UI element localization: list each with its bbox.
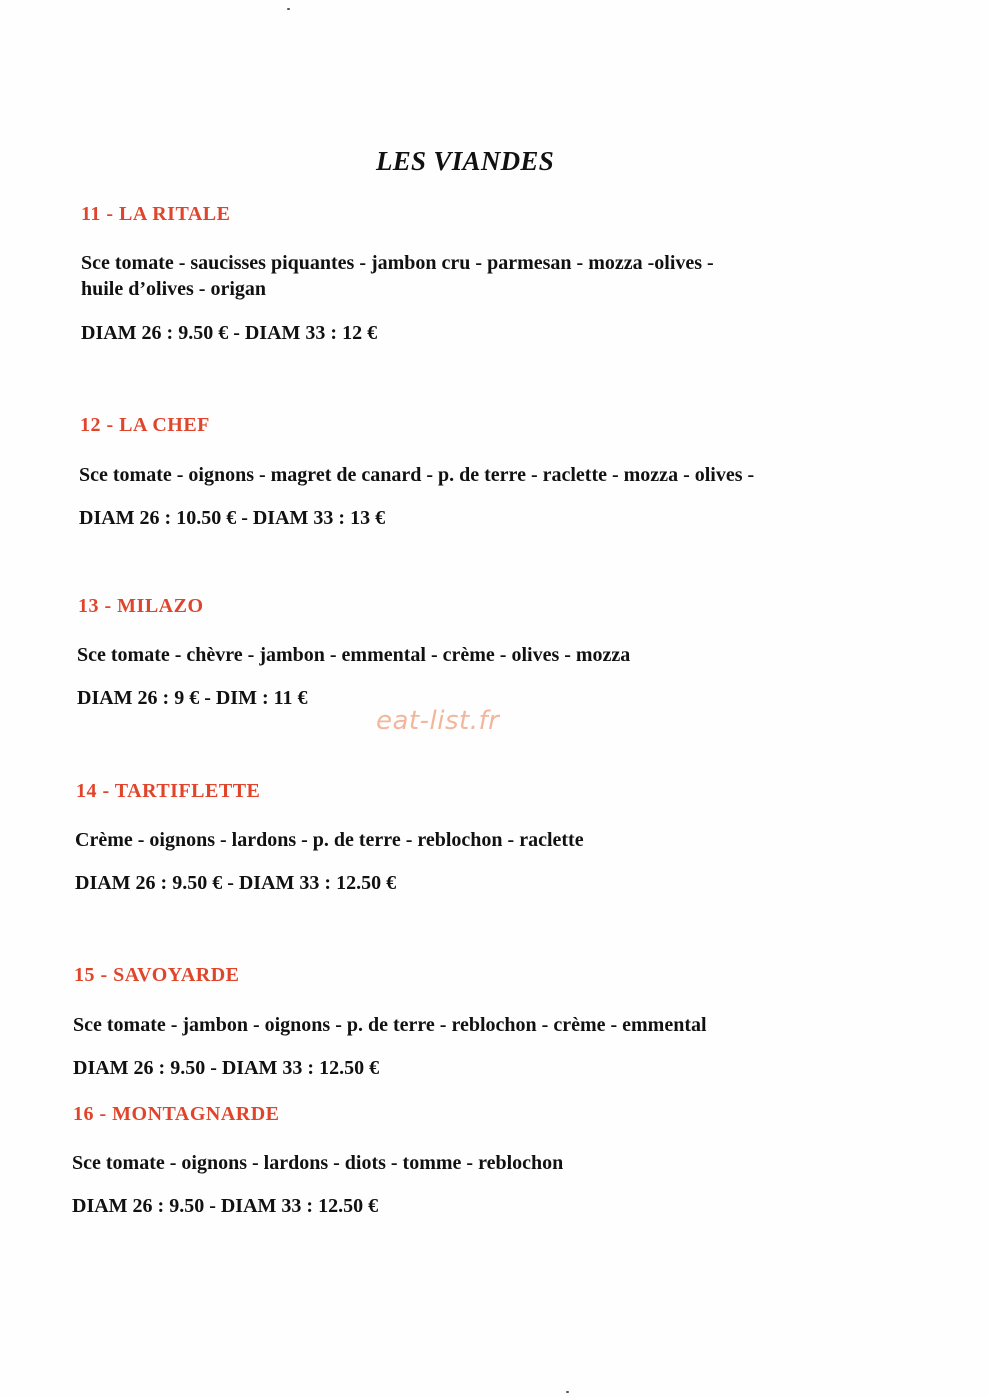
item-desc-montagnarde [72,1150,563,1176]
scan-speck [566,1391,569,1393]
item-title-chef: 12 - LA CHEF [80,414,210,436]
item-price-milazo: DIAM 26 : 9 € - DIM : 11 € [77,687,308,709]
item-price-tartiflette: DIAM 26 : 9.50 € - DIAM 33 : 12.50 € [75,872,397,894]
item-price-savoyarde: DIAM 26 : 9.50 - DIAM 33 : 12.50 € [73,1057,380,1079]
item-price-montagnarde: DIAM 26 : 9.50 - DIAM 33 : 12.50 € [72,1195,379,1217]
item-price-chef: DIAM 26 : 10.50 € - DIAM 33 : 13 € [79,507,386,529]
item-desc-line: Sce tomate - chèvre - jambon - emmental - crème - olives - mozza [77,644,631,666]
item-desc-line: Crème - oignons - lardons - p. de terre - reblochon - raclette [75,829,584,851]
item-title-milazo: 13 - MILAZO [78,595,204,617]
item-desc-ritale [81,250,714,302]
item-desc-line: Sce tomate - jambon - oignons - p. de terre - reblochon - crème - emmental [73,1014,707,1036]
item-desc-savoyarde [73,1012,707,1038]
item-desc-line: huile d’olives - origan [81,278,267,300]
item-title-savoyarde: 15 - SAVOYARDE [74,964,240,986]
item-title-ritale: 11 - LA RITALE [81,203,231,225]
item-desc-line: Sce tomate - oignons - magret de canard - p. de terre - raclette - mozza - olives - [79,464,755,486]
item-desc-line: Sce tomate - oignons - lardons - diots - tomme - reblochon [72,1152,564,1174]
page-title: LES VIANDES [375,146,555,176]
item-price-ritale: DIAM 26 : 9.50 € - DIAM 33 : 12 € [81,322,378,344]
item-title-montagnarde: 16 - MONTAGNARDE [73,1103,280,1125]
scan-speck [287,8,290,10]
item-desc-tartiflette [75,827,584,853]
item-desc-chef [79,462,754,488]
item-desc-milazo [77,642,630,668]
item-title-tartiflette: 14 - TARTIFLETTE [76,780,261,802]
watermark-text: eat-list.fr [376,706,500,736]
item-desc-line: Sce tomate - saucisses piquantes - jambon cru - parmesan - mozza -olives - [81,252,714,274]
